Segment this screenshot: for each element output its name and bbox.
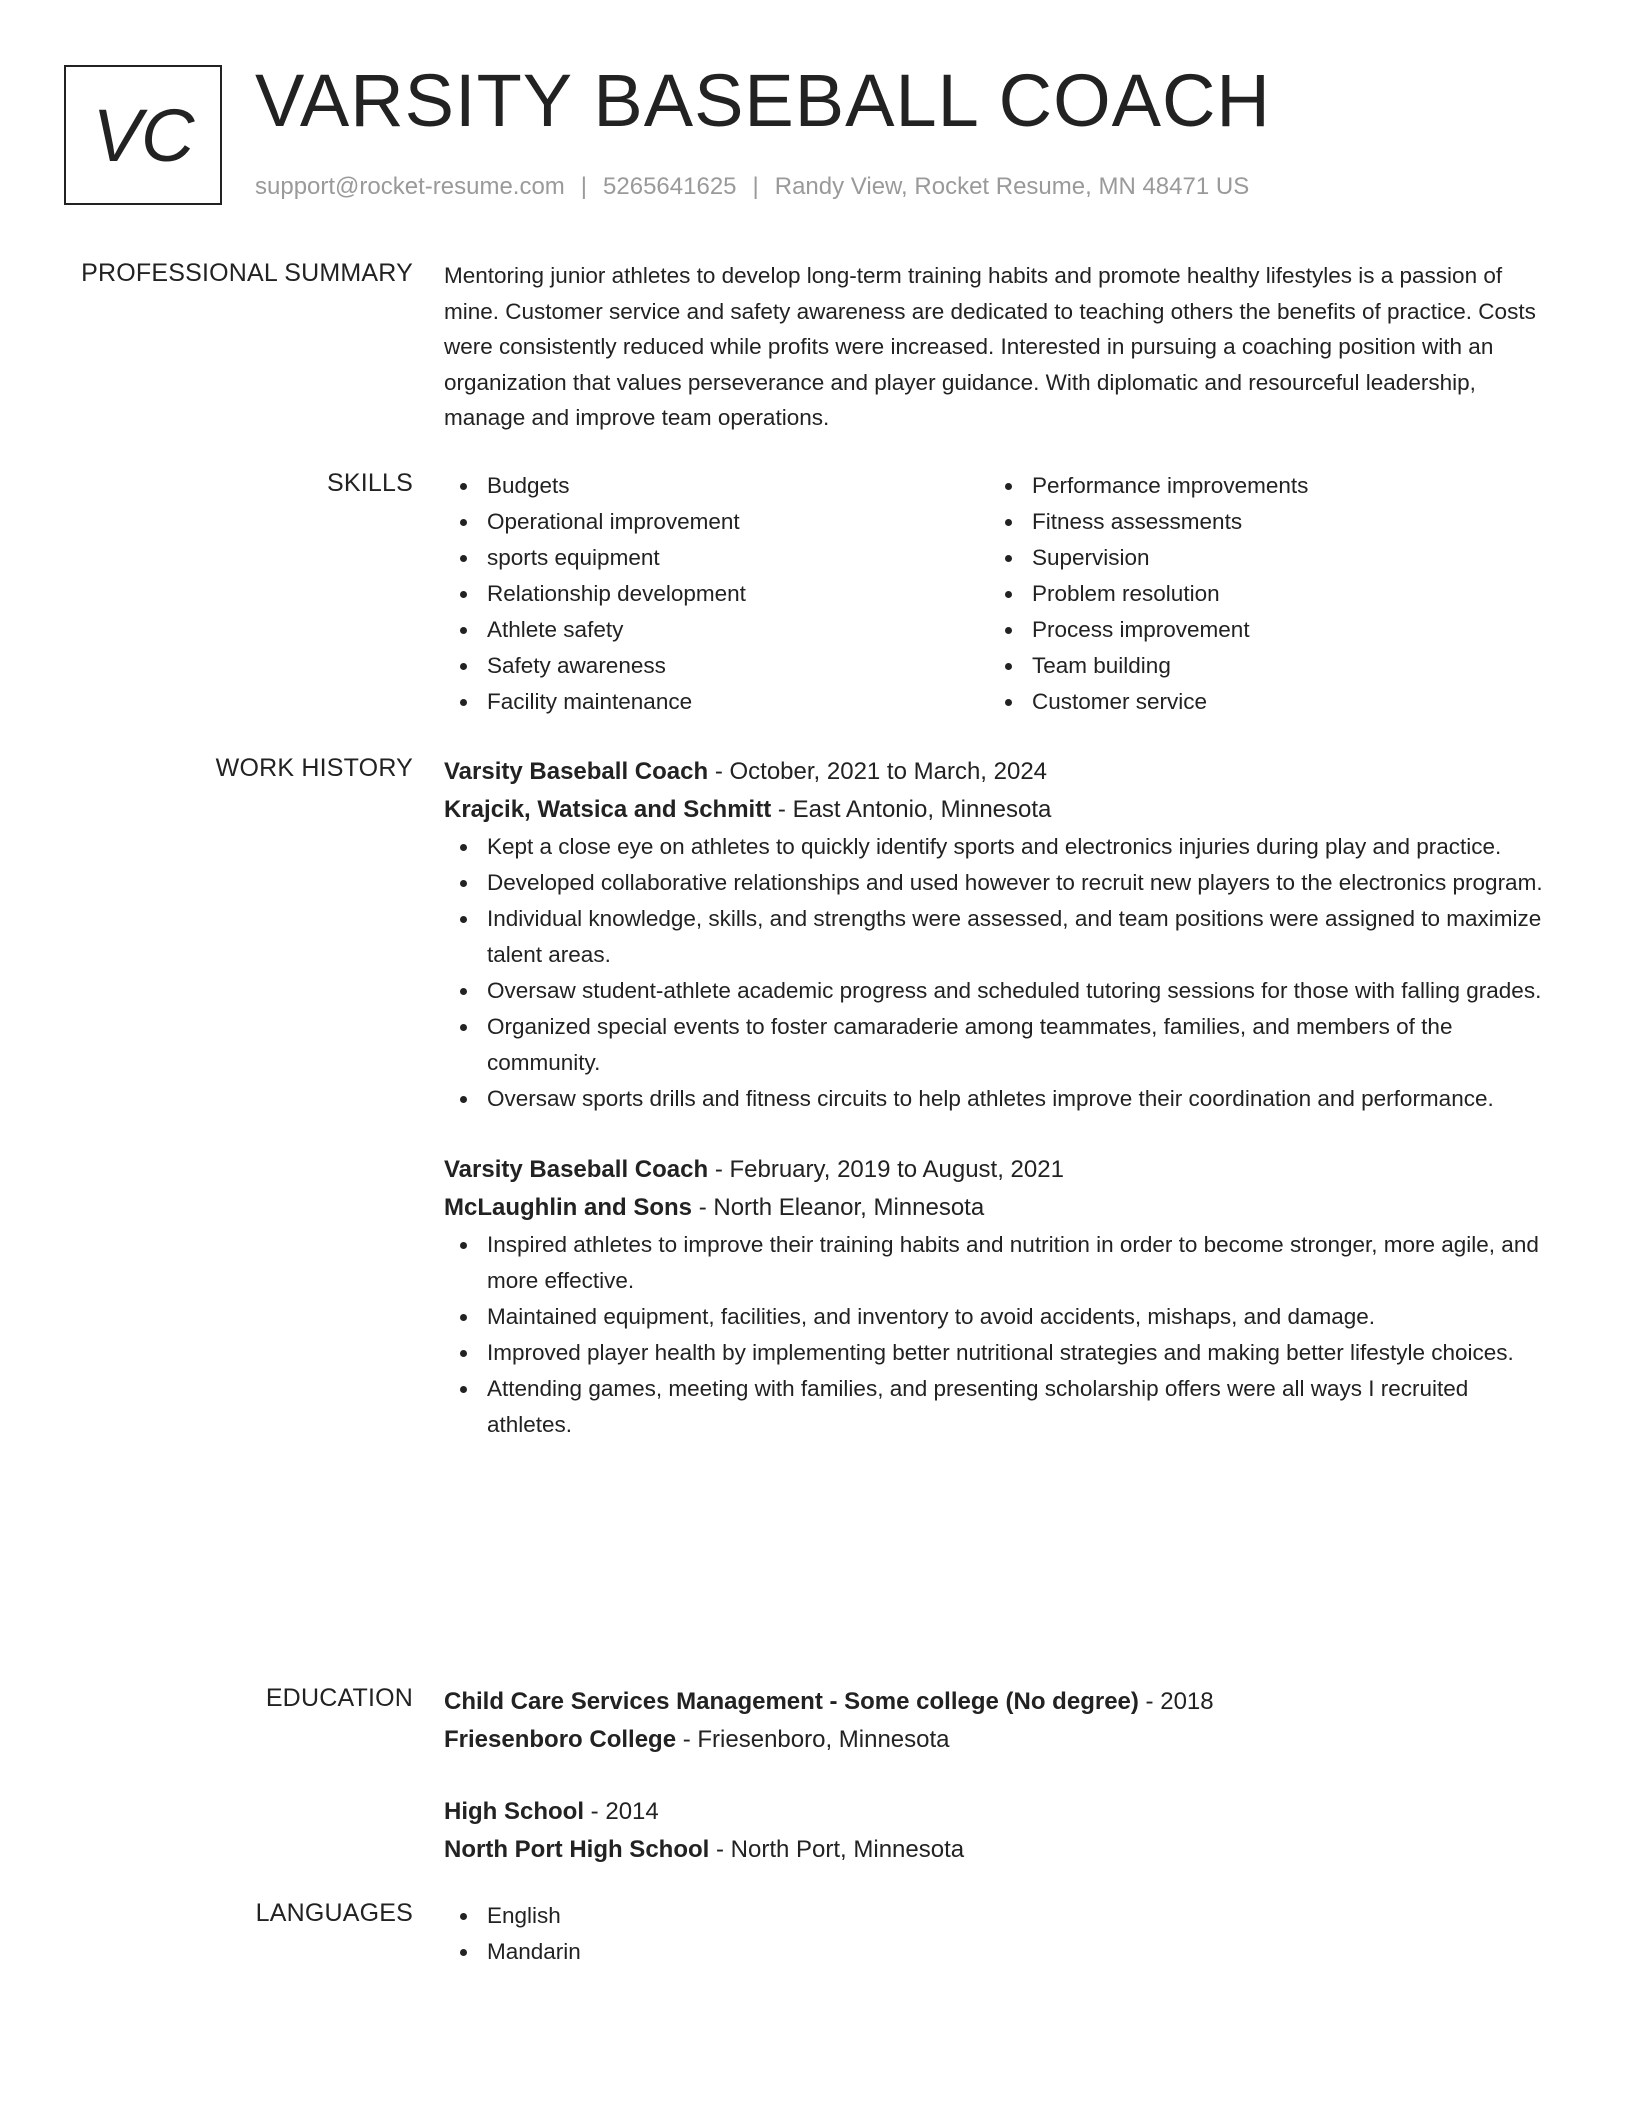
education-entry: [444, 1793, 1554, 1869]
section-heading-education: EDUCATION: [265, 1684, 413, 1712]
education-school: North Port High School: [444, 1836, 710, 1863]
job-dates: February, 2019 to August, 2021: [729, 1156, 1064, 1183]
job-location: North Eleanor, Minnesota: [713, 1194, 985, 1221]
dash-separator: -: [590, 1798, 599, 1825]
education-degree-line: [444, 1793, 1554, 1831]
contact-phone[interactable]: 5265641625: [603, 173, 737, 200]
skill-item: Relationship development: [444, 576, 944, 612]
resume-header: [64, 59, 1584, 211]
job-bullet: Organized special events to foster camaraderie among teammates, families, and members of the community.: [444, 1009, 1554, 1081]
skill-item: Team building: [989, 648, 1489, 684]
education-school-line: [444, 1721, 1554, 1759]
job-company-line: [444, 791, 1554, 829]
skill-item: Performance improvements: [989, 468, 1489, 504]
skill-item: Customer service: [989, 684, 1489, 720]
section-heading-work-history: WORK HISTORY: [215, 754, 413, 782]
page-title: VARSITY BASEBALL COACH: [255, 59, 1271, 142]
education-entry: [444, 1683, 1554, 1759]
job-company: Krajcik, Watsica and Schmitt: [444, 796, 772, 823]
skill-item: Supervision: [989, 540, 1489, 576]
work-history-body: [444, 753, 1554, 1443]
education-degree-line: [444, 1683, 1554, 1721]
job-entry: [444, 753, 1554, 1117]
job-dates: October, 2021 to March, 2024: [729, 758, 1048, 785]
dash-separator: -: [715, 1836, 724, 1863]
job-company-line: [444, 1189, 1554, 1227]
skill-item: sports equipment: [444, 540, 944, 576]
language-item: English: [444, 1898, 1554, 1934]
education-year: 2014: [605, 1798, 659, 1825]
language-item: Mandarin: [444, 1934, 1554, 1970]
summary-body: [444, 258, 1554, 436]
job-bullet: Oversaw student-athlete academic progress and scheduled tutoring sessions for those with falling grades.: [444, 973, 1554, 1009]
education-school-line: [444, 1831, 1554, 1869]
skill-item: Budgets: [444, 468, 944, 504]
dash-separator: -: [714, 1156, 723, 1183]
section-heading-skills: SKILLS: [327, 469, 413, 497]
job-bullet: Oversaw sports drills and fitness circuits to help athletes improve their coordination and performance.: [444, 1081, 1554, 1117]
skill-item: Athlete safety: [444, 612, 944, 648]
job-company: McLaughlin and Sons: [444, 1194, 693, 1221]
job-title-line: [444, 753, 1554, 791]
education-degree: High School: [444, 1798, 584, 1825]
section-heading-languages: LANGUAGES: [255, 1899, 413, 1927]
education-location: Friesenboro, Minnesota: [697, 1726, 950, 1753]
contact-address: Randy View, Rocket Resume, MN 48471 US: [774, 173, 1250, 200]
education-year: 2018: [1160, 1688, 1214, 1715]
dash-separator: -: [698, 1194, 707, 1221]
contact-email[interactable]: support@rocket-resume.com: [255, 173, 565, 200]
skills-column-right: [989, 468, 1489, 720]
contact-separator: |: [752, 173, 759, 200]
job-bullet: Inspired athletes to improve their training habits and nutrition in order to become stronger, more agile, and more effective.: [444, 1227, 1554, 1299]
monogram-badge: VC: [64, 65, 222, 205]
job-bullet: Improved player health by implementing better nutritional strategies and making better lifestyle choices.: [444, 1335, 1554, 1371]
job-title-line: [444, 1151, 1554, 1189]
education-location: North Port, Minnesota: [730, 1836, 965, 1863]
job-bullet: Developed collaborative relationships and used however to recruit new players to the electronics program.: [444, 865, 1554, 901]
job-bullet: Kept a close eye on athletes to quickly identify sports and electronics injuries during play and practice.: [444, 829, 1554, 865]
job-entry: [444, 1151, 1554, 1443]
languages-body: [444, 1898, 1554, 1970]
job-bullet-list: [444, 829, 1554, 1117]
education-degree: Child Care Services Management - Some college (No degree): [444, 1688, 1139, 1715]
language-list: [444, 1898, 1554, 1970]
dash-separator: -: [714, 758, 723, 785]
job-bullet: Individual knowledge, skills, and strengths were assessed, and team positions were assigned to maximize talent areas.: [444, 901, 1554, 973]
contact-separator: |: [580, 173, 588, 200]
skill-item: Facility maintenance: [444, 684, 944, 720]
job-bullet: Attending games, meeting with families, and presenting scholarship offers were all ways I recruited athletes.: [444, 1371, 1554, 1443]
contact-line: [255, 173, 1249, 201]
job-bullet-list: [444, 1227, 1554, 1443]
skill-item: Process improvement: [989, 612, 1489, 648]
section-heading-summary: PROFESSIONAL SUMMARY: [81, 259, 413, 287]
job-location: East Antonio, Minnesota: [792, 796, 1052, 823]
dash-separator: -: [1145, 1688, 1154, 1715]
job-title: Varsity Baseball Coach: [444, 758, 709, 785]
summary-text: Mentoring junior athletes to develop long-term training habits and promote healthy lifestyles is a passion of mine. Customer service and safety awareness are dedicated to teaching others the benefits of practice. Costs were consistently reduced while profits were increased. Interested in pursuing a coaching position with an organization that values perseverance and player guidance. With diplomatic and resourceful leadership, manage and improve team operations.: [444, 263, 1536, 430]
dash-separator: -: [777, 796, 786, 823]
skill-item: Fitness assessments: [989, 504, 1489, 540]
job-title: Varsity Baseball Coach: [444, 1156, 709, 1183]
job-bullet: Maintained equipment, facilities, and inventory to avoid accidents, mishaps, and damage.: [444, 1299, 1554, 1335]
dash-separator: -: [682, 1726, 691, 1753]
skill-item: Operational improvement: [444, 504, 944, 540]
skill-item: Safety awareness: [444, 648, 944, 684]
education-school: Friesenboro College: [444, 1726, 677, 1753]
skill-item: Problem resolution: [989, 576, 1489, 612]
education-body: [444, 1683, 1554, 1869]
skills-column-left: [444, 468, 944, 720]
